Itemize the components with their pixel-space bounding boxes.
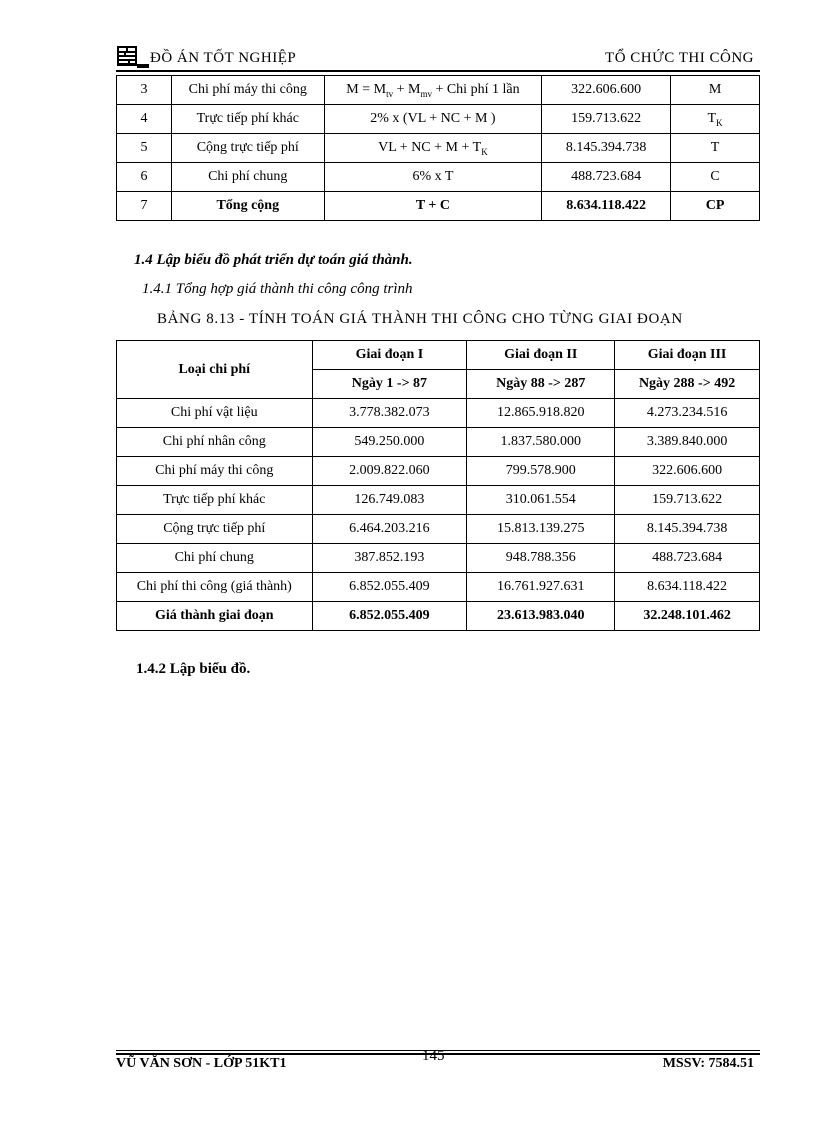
cost-symbol <box>671 134 760 163</box>
table-row <box>117 105 760 134</box>
row-number: 4 <box>117 105 172 134</box>
column-header-stage-2: Giai đoạn II <box>467 341 615 370</box>
formula-text: M = M <box>346 81 387 97</box>
symbol-text: T <box>710 140 720 155</box>
table-row <box>117 486 760 515</box>
cell-value: 322.606.600 <box>615 457 760 486</box>
formula-text: 6% x T <box>412 169 454 184</box>
cell-value: 6.852.055.409 <box>312 602 467 631</box>
symbol-text: CP <box>705 198 725 213</box>
cell-value: 23.613.983.040 <box>467 602 615 631</box>
table-row <box>117 76 760 105</box>
cell-value: 310.061.554 <box>467 486 615 515</box>
cost-name: Chi phí chung <box>171 163 324 192</box>
row-label: Chi phí thi công (giá thành) <box>117 573 313 602</box>
cell-value: 6.464.203.216 <box>312 515 467 544</box>
formula-text: VL + NC + M + T <box>378 139 482 155</box>
cell-value: 549.250.000 <box>312 428 467 457</box>
cell-value: 8.634.118.422 <box>615 573 760 602</box>
cost-symbol <box>671 105 760 134</box>
cell-value: 948.788.356 <box>467 544 615 573</box>
column-header-days-3: Ngày 288 -> 492 <box>615 370 760 399</box>
row-label: Giá thành giai đoạn <box>117 602 313 631</box>
cost-formula <box>324 76 542 105</box>
footer-student-id: MSSV: 7584.51 <box>662 1056 754 1071</box>
cell-value: 4.273.234.516 <box>615 399 760 428</box>
row-number: 7 <box>117 192 172 221</box>
cost-formula <box>324 192 542 221</box>
column-header-days-1: Ngày 1 -> 87 <box>312 370 467 399</box>
cost-name: Trực tiếp phí khác <box>171 105 324 134</box>
cell-value: 3.389.840.000 <box>615 428 760 457</box>
cell-value: 15.813.139.275 <box>467 515 615 544</box>
formula-subscript: tv <box>386 88 394 99</box>
cost-symbol <box>671 76 760 105</box>
cost-value: 8.634.118.422 <box>542 192 671 221</box>
cell-value: 387.852.193 <box>312 544 467 573</box>
table-row-total <box>117 602 760 631</box>
column-header-stage-1: Giai đoạn I <box>312 341 467 370</box>
cost-formula <box>324 105 542 134</box>
table-header-row <box>117 341 760 370</box>
cell-value: 3.778.382.073 <box>312 399 467 428</box>
symbol-text: C <box>710 169 720 184</box>
cost-value: 8.145.394.738 <box>542 134 671 163</box>
table-row <box>117 163 760 192</box>
cell-value: 2.009.822.060 <box>312 457 467 486</box>
formula-text: T + C <box>415 198 451 213</box>
cost-value: 488.723.684 <box>542 163 671 192</box>
symbol-subscript: K <box>716 117 723 128</box>
formula-subscript: K <box>481 146 488 157</box>
section-heading-1-4-1: 1.4.1 Tổng hợp giá thành thi công công trình <box>142 281 413 297</box>
row-number: 6 <box>117 163 172 192</box>
header-rule <box>116 70 760 72</box>
table-row-total <box>117 192 760 221</box>
formula-text: 2% x (VL + NC + M ) <box>370 111 496 126</box>
cell-value: 1.837.580.000 <box>467 428 615 457</box>
cell-value: 159.713.622 <box>615 486 760 515</box>
cost-name: Cộng trực tiếp phí <box>171 134 324 163</box>
table-row <box>117 573 760 602</box>
cell-value: 126.749.083 <box>312 486 467 515</box>
symbol-text: M <box>708 81 722 97</box>
footer-author: VŨ VĂN SƠN - LỚP 51KT1 <box>116 1056 287 1071</box>
section-heading-1-4-2: 1.4.2 Lập biểu đồ. <box>136 661 251 677</box>
cost-formula <box>324 163 542 192</box>
formula-text: + M <box>393 81 421 97</box>
table-row <box>117 457 760 486</box>
cost-symbol <box>671 163 760 192</box>
column-header-cost-type: Loại chi phí <box>117 341 313 399</box>
column-header-days-2: Ngày 88 -> 287 <box>467 370 615 399</box>
column-header-stage-3: Giai đoạn III <box>615 341 760 370</box>
header-right-title: TỔ CHỨC THI CÔNG <box>605 50 754 66</box>
cost-symbol <box>671 192 760 221</box>
book-logo-icon <box>116 44 150 70</box>
cost-value: 322.606.600 <box>542 76 671 105</box>
row-number: 3 <box>117 76 172 105</box>
table-row <box>117 515 760 544</box>
cost-value: 159.713.622 <box>542 105 671 134</box>
table-caption: BẢNG 8.13 - TÍNH TOÁN GIÁ THÀNH THI CÔNG CHO TỪNG GIAI ĐOẠN <box>157 311 683 327</box>
cell-value: 6.852.055.409 <box>312 573 467 602</box>
row-label: Chi phí máy thi công <box>117 457 313 486</box>
symbol-text: T <box>707 110 717 126</box>
row-label: Chi phí vật liệu <box>117 399 313 428</box>
cell-value: 799.578.900 <box>467 457 615 486</box>
cost-name: Tổng cộng <box>171 192 324 221</box>
section-heading-1-4: 1.4 Lập biểu đồ phát triển dự toán giá thành. <box>134 252 413 268</box>
formula-subscript: mv <box>420 88 432 99</box>
cost-name: Chi phí máy thi công <box>171 76 324 105</box>
cell-value: 12.865.918.820 <box>467 399 615 428</box>
cost-formula <box>324 134 542 163</box>
formula-text: + Chi phí 1 lần <box>431 81 520 97</box>
table-row <box>117 544 760 573</box>
header-left-title: ĐỒ ÁN TỐT NGHIỆP <box>150 50 297 66</box>
cell-value: 32.248.101.462 <box>615 602 760 631</box>
cell-value: 488.723.684 <box>615 544 760 573</box>
table-row <box>117 399 760 428</box>
cell-value: 8.145.394.738 <box>615 515 760 544</box>
table-row <box>117 428 760 457</box>
row-label: Chi phí nhân công <box>117 428 313 457</box>
page-number: 145 <box>422 1048 445 1064</box>
stage-cost-table <box>116 340 760 631</box>
row-label: Cộng trực tiếp phí <box>117 515 313 544</box>
row-number: 5 <box>117 134 172 163</box>
cell-value: 16.761.927.631 <box>467 573 615 602</box>
summary-cost-table <box>116 76 760 221</box>
table-row <box>117 134 760 163</box>
row-label: Trực tiếp phí khác <box>117 486 313 515</box>
row-label: Chi phí chung <box>117 544 313 573</box>
